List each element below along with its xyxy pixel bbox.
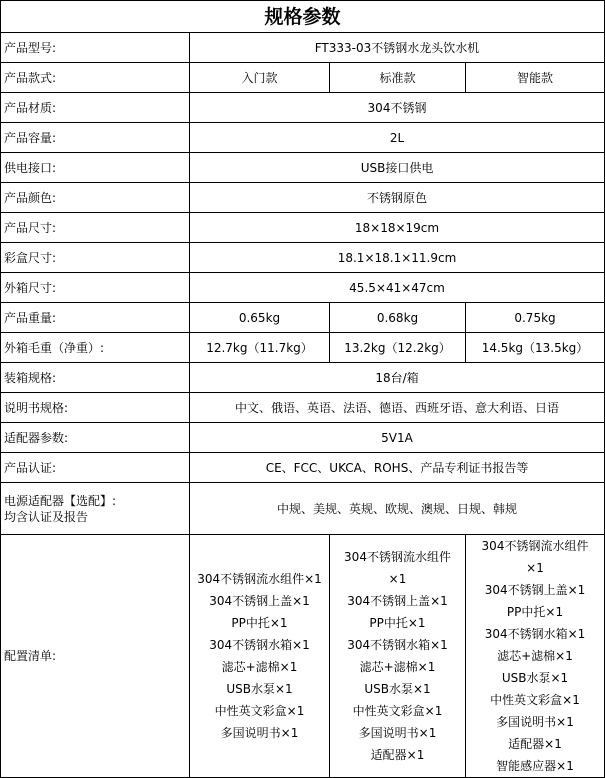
- weight-entry: 0.65kg: [190, 303, 330, 333]
- row-label: 外箱毛重（净重）:: [1, 333, 190, 363]
- row-label: 外箱尺寸:: [1, 273, 190, 303]
- row-value: 18×18×19cm: [190, 213, 605, 243]
- row-value: 2L: [190, 123, 605, 153]
- row-size: [1, 213, 605, 243]
- weight-standard: 0.68kg: [330, 303, 466, 333]
- row-value: 中规、美规、英规、欧规、澳规、日规、韩规: [190, 483, 605, 535]
- config-item: 304不锈钢上盖×1: [484, 583, 586, 597]
- weight-smart: 0.75kg: [466, 303, 605, 333]
- row-value: 304不锈钢: [190, 93, 605, 123]
- row-cert: [1, 453, 605, 483]
- row-label: 供电接口:: [1, 153, 190, 183]
- row-label: 彩盒尺寸:: [1, 243, 190, 273]
- row-weight: [1, 303, 605, 333]
- row-value: 不锈钢原色: [190, 183, 605, 213]
- config-item: 多国说明书×1: [496, 715, 574, 729]
- row-value: 18台/箱: [190, 363, 605, 393]
- plug-label-line2: 均含认证及报告: [4, 509, 89, 524]
- config-item: 滤芯+滤棉×1: [221, 660, 298, 674]
- row-box-size: [1, 243, 605, 273]
- config-item: ×1: [526, 561, 544, 575]
- row-value: 中文、俄语、英语、法语、德语、西班牙语、意大利语、日语: [190, 393, 605, 423]
- config-smart: [466, 535, 605, 778]
- row-label: 产品容量:: [1, 123, 190, 153]
- row-color: [1, 183, 605, 213]
- config-item: 多国说明书×1: [358, 726, 437, 740]
- config-item: 304不锈钢流水组件: [344, 550, 451, 564]
- config-item: 304不锈钢水箱×1: [347, 638, 448, 652]
- style-standard: 标准款: [330, 63, 466, 93]
- row-label: 配置清单:: [1, 535, 190, 778]
- config-item: 滤芯+滤棉×1: [497, 649, 573, 663]
- config-standard: [330, 535, 466, 778]
- config-item: 中性英文彩盒×1: [490, 693, 580, 707]
- config-item: 智能感应器×1: [496, 759, 574, 773]
- row-label: 产品尺寸:: [1, 213, 190, 243]
- config-item: 304不锈钢水箱×1: [484, 627, 586, 641]
- row-value: 45.5×41×47cm: [190, 273, 605, 303]
- row-value: USB接口供电: [190, 153, 605, 183]
- row-manual: [1, 393, 605, 423]
- row-label: 说明书规格:: [1, 393, 190, 423]
- row-packing: [1, 363, 605, 393]
- config-item: USB水泵×1: [364, 682, 431, 696]
- config-item: USB水泵×1: [226, 682, 293, 696]
- row-value: 5V1A: [190, 423, 605, 453]
- row-value: CE、FCC、UKCA、ROHS、产品专利证书报告等: [190, 453, 605, 483]
- row-plug: [1, 483, 605, 535]
- config-entry: [190, 535, 330, 778]
- config-item: 304不锈钢流水组件×1: [197, 572, 322, 586]
- config-item: ×1: [388, 572, 407, 586]
- row-value: FT333-03不锈钢水龙头饮水机: [190, 33, 605, 63]
- config-item: 中性英文彩盒×1: [352, 704, 443, 718]
- config-item: 滤芯+滤棉×1: [359, 660, 436, 674]
- config-item: PP中托×1: [506, 605, 564, 619]
- row-label: 产品认证:: [1, 453, 190, 483]
- config-item: 中性英文彩盒×1: [214, 704, 305, 718]
- row-adapter: [1, 423, 605, 453]
- gross-weight-standard: 13.2kg（12.2kg）: [330, 333, 466, 363]
- plug-label-line1: 电源适配器【选配】:: [4, 493, 117, 508]
- config-item: PP中托×1: [231, 616, 288, 630]
- row-label: 产品颜色:: [1, 183, 190, 213]
- row-label: 产品材质:: [1, 93, 190, 123]
- config-item: 304不锈钢上盖×1: [347, 594, 448, 608]
- row-carton-size: [1, 273, 605, 303]
- style-entry: 入门款: [190, 63, 330, 93]
- row-label: [1, 483, 190, 535]
- row-label: 产品重量:: [1, 303, 190, 333]
- row-power: [1, 153, 605, 183]
- config-item: PP中托×1: [369, 616, 426, 630]
- config-item: 304不锈钢上盖×1: [209, 594, 310, 608]
- table-title: 规格参数: [1, 1, 605, 33]
- config-item: 适配器×1: [370, 748, 425, 762]
- row-gross-weight: [1, 333, 605, 363]
- row-label: 适配器参数:: [1, 423, 190, 453]
- config-item: 304不锈钢流水组件: [481, 539, 589, 553]
- config-item: 适配器×1: [508, 737, 562, 751]
- row-label: 装箱规格:: [1, 363, 190, 393]
- row-style: [1, 63, 605, 93]
- config-item: USB水泵×1: [501, 671, 569, 685]
- row-material: [1, 93, 605, 123]
- row-label: 产品型号:: [1, 33, 190, 63]
- row-label: 产品款式:: [1, 63, 190, 93]
- gross-weight-entry: 12.7kg（11.7kg）: [190, 333, 330, 363]
- row-config: [1, 535, 605, 778]
- row-value: 18.1×18.1×11.9cm: [190, 243, 605, 273]
- gross-weight-smart: 14.5kg（13.5kg）: [466, 333, 605, 363]
- style-smart: 智能款: [466, 63, 605, 93]
- row-model: [1, 33, 605, 63]
- config-item: 多国说明书×1: [220, 726, 299, 740]
- config-item: 304不锈钢水箱×1: [209, 638, 310, 652]
- row-capacity: [1, 123, 605, 153]
